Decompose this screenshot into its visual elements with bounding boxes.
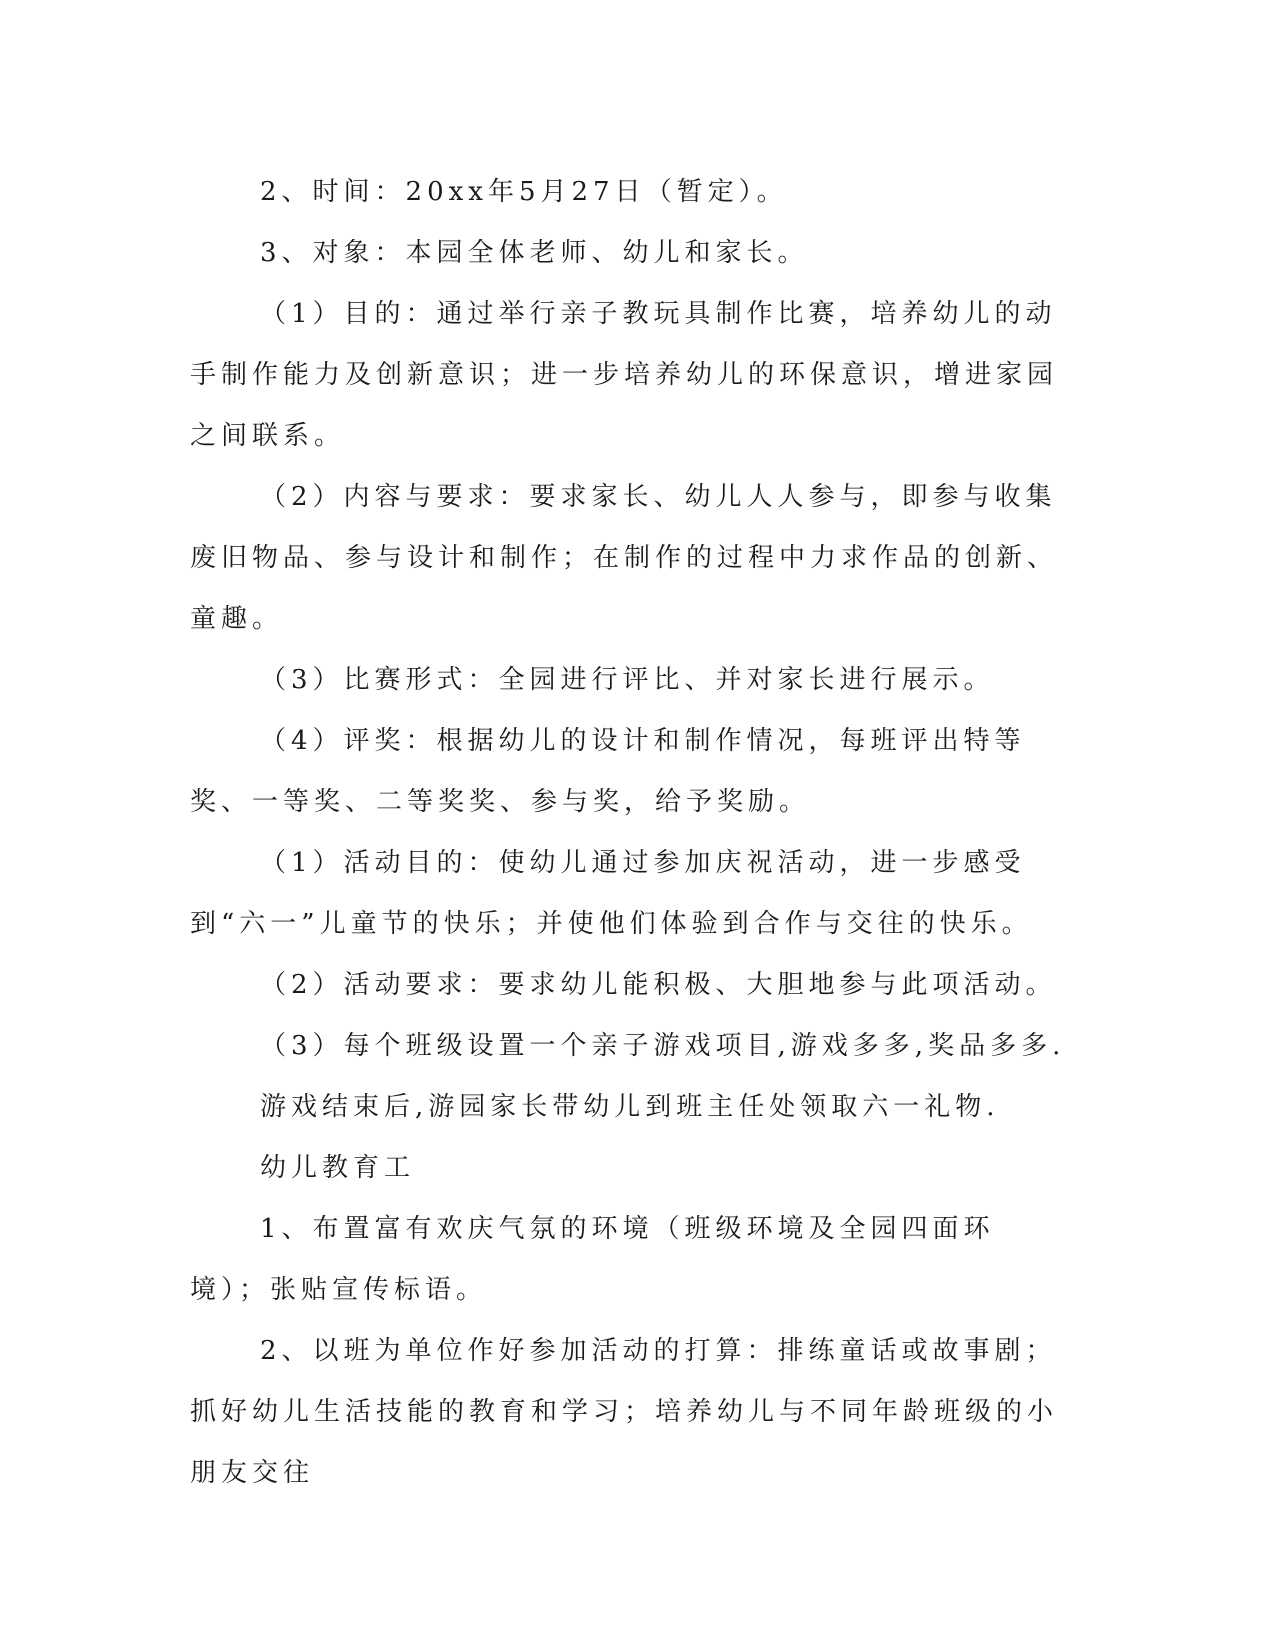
paragraph-class-preparation: 2、以班为单位作好参加活动的打算：排练童话或故事剧；抓好幼儿生活技能的教育和学习；培养幼儿与不同年龄班级的小朋友交往 bbox=[190, 1336, 1059, 1488]
section-heading: 幼儿教育工 bbox=[260, 1153, 416, 1183]
paragraph-purpose: （1）目的：通过举行亲子教玩具制作比赛，培养幼儿的动手制作能力及创新意识；进一步培养幼儿的环保意识，增进家园之间联系。 bbox=[190, 299, 1059, 451]
paragraph-after-games: 游戏结束后,游园家长带幼儿到班主任处领取六一礼物. bbox=[260, 1092, 1000, 1122]
paragraph-environment: 1、布置富有欢庆气氛的环境（班级环境及全园四面环境）；张贴宣传标语。 bbox=[190, 1214, 995, 1305]
paragraph-activity-requirements: （2）活动要求：要求幼儿能积极、大胆地参与此项活动。 bbox=[260, 970, 1057, 1000]
document-body bbox=[190, 162, 1070, 1504]
paragraph-competition-format: （3）比赛形式：全园进行评比、并对家长进行展示。 bbox=[260, 665, 995, 695]
paragraph-participants: 3、对象：本园全体老师、幼儿和家长。 bbox=[260, 238, 809, 268]
paragraph-activity-purpose: （1）活动目的：使幼儿通过参加庆祝活动，进一步感受到“六一”儿童节的快乐；并使他们体验到合作与交往的快乐。 bbox=[190, 848, 1033, 939]
paragraph-requirements: （2）内容与要求：要求家长、幼儿人人参与，即参与收集废旧物品、参与设计和制作；在制作的过程中力求作品的创新、童趣。 bbox=[190, 482, 1059, 634]
paragraph-class-games: （3）每个班级设置一个亲子游戏项目,游戏多多,奖品多多. bbox=[260, 1031, 1066, 1061]
paragraph-awards: （4）评奖：根据幼儿的设计和制作情况，每班评出特等奖、一等奖、二等奖奖、参与奖，给予奖励。 bbox=[190, 726, 1026, 817]
paragraph-time: 2、时间：20xx年5月27日（暂定）。 bbox=[260, 177, 788, 207]
